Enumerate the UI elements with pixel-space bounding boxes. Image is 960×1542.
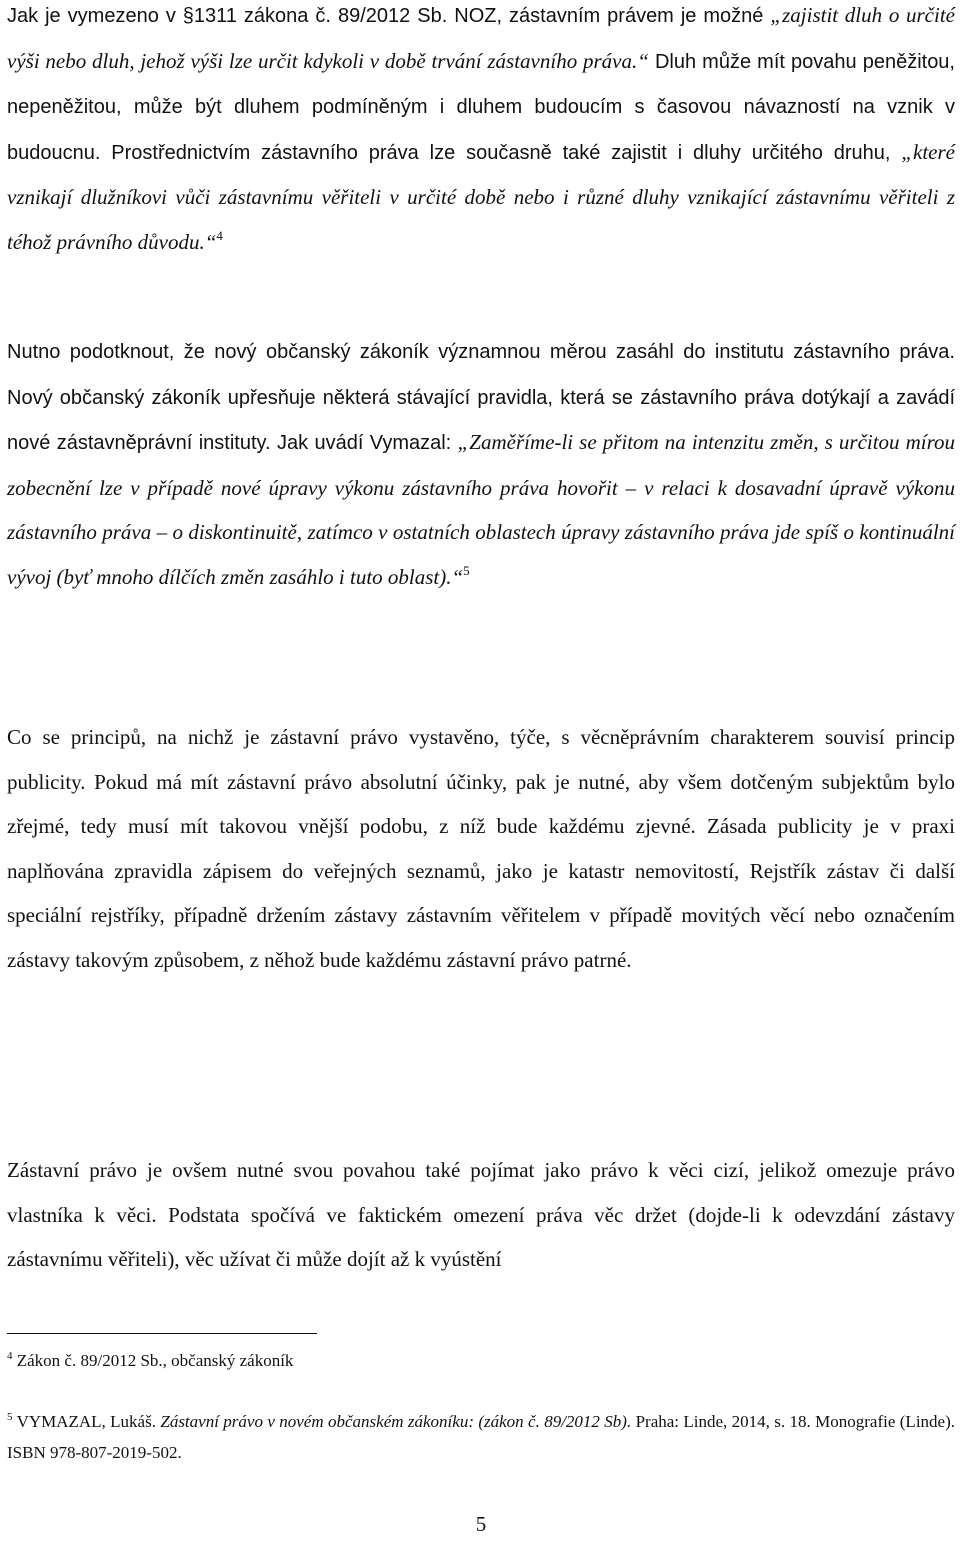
sentence: Zástavní právo je ovšem nutné svou povahou také pojímat jako právo k věci cizí, jelikož omezuje právo vlastníka k věci. bbox=[7, 1158, 955, 1227]
footnote-5 bbox=[7, 1406, 955, 1468]
footnote-4 bbox=[7, 1345, 955, 1376]
paragraph-civil-code-changes bbox=[7, 329, 955, 599]
sentence: Podstata spočívá ve faktickém omezení práva věc držet (dojde-li k odevzdání zástavy zástavnímu věřiteli), věc užívat či může dojít až k vyústění bbox=[7, 1202, 956, 1271]
sentence: Jak uvádí Vymazal: bbox=[270, 432, 458, 454]
footnote-publication: Praha: Linde, 2014, s. 18. Monografie (Linde). ISBN 978-807-2019-502. bbox=[7, 1412, 955, 1462]
sentence: Nový občanský zákoník upřesňuje některá stávající pravidla, která se zástavního práva dotýkají a zavádí nové zástavněprávní instituty. bbox=[7, 386, 955, 454]
sentence: Co se principů, na nichž je zástavní právo vystavěno, týče, s věcněprávním charakterem souvisí princip publicity. bbox=[7, 725, 955, 794]
sentence: Jak je vymezeno v §1311 zákona č. 89/2012 Sb. NOZ, zástavním právem je možné bbox=[7, 5, 771, 27]
quotation: „které vznikají dlužníkovi vůči zástavnímu věřiteli v určité době nebo i různé dluhy vznikající zástavnímu věřiteli z téhož právního důvodu.“ bbox=[7, 139, 955, 254]
sentence: Zásada publicity je v praxi naplňována zpravidla zápisem do veřejných seznamů, jako je katastr nemovitostí, Rejstřík zástav či další speciální rejstříky, případně držením zástavy zástavním věřitelem v případě movitých věcí nebo označením zástavy takovým způsobem, z něhož bude každému zástavní právo patrné. bbox=[7, 814, 955, 972]
sentence: Prostřednictvím zástavního práva lze současně také zajistit i dluhy určitého druhu, bbox=[100, 141, 902, 164]
sentence: Pokud má mít zástavní právo absolutní účinky, pak je nutné, aby všem dotčeným subjektům bylo zřejmé, tedy musí mít takovou vnější podobu, z níž bude každému zjevné. bbox=[7, 769, 955, 838]
page-number: 5 bbox=[475, 1512, 487, 1536]
footnote-text: Zákon č. 89/2012 Sb., občanský zákoník bbox=[12, 1351, 294, 1370]
footnote-number: 5 bbox=[7, 1411, 13, 1423]
footnote-number: 4 bbox=[7, 1350, 13, 1362]
footnote-ref: 4 bbox=[216, 227, 223, 243]
footnote-title: Zástavní právo v novém občanském zákoníku: (zákon č. 89/2012 Sb). bbox=[160, 1412, 632, 1431]
paragraph-publicity-principle bbox=[7, 715, 955, 982]
footnote-divider bbox=[7, 1333, 317, 1334]
quotation: „zajistit dluh o určité výši nebo dluh, jehož výši lze určit kdykoli v době trvání zástavního práva.“ bbox=[7, 3, 955, 73]
sentence: Dluh může mít povahu peněžitou, nepeněžitou, může být dluhem podmíněným i dluhem budoucím s časovou návazností na vznik v budoucnu. bbox=[7, 50, 955, 164]
footnote-author: VYMAZAL, Lukáš. bbox=[12, 1412, 161, 1431]
footnote-ref: 5 bbox=[463, 562, 470, 578]
sentence: Nutno podotknout, že nový občanský zákoník významnou měrou zasáhl do institutu zástavního práva. bbox=[7, 341, 955, 363]
paragraph-right-in-rem bbox=[7, 1148, 955, 1282]
paragraph-lien-definition bbox=[7, 0, 955, 264]
quotation: „Zaměříme-li se přitom na intenzitu změn, s určitou mírou zobecnění lze v případě nové úpravy výkonu zástavního práva hovořit – v relaci k dosavadní úpravě výkonu zástavního práva – o diskontinuitě, zatímco v ostatních oblastech úpravy zástavního práva jde spíš o kontinuální vývoj (byť mnoho dílčích změn zasáhlo i tuto oblast).“ bbox=[7, 430, 956, 589]
